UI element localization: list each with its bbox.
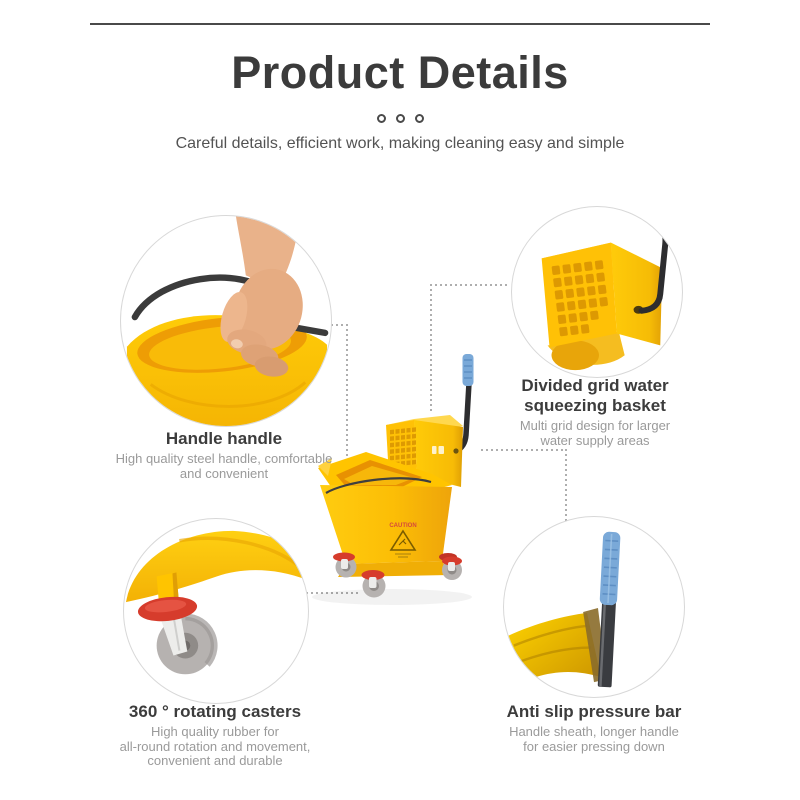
caster bbox=[333, 553, 357, 578]
callout-handle bbox=[74, 429, 374, 481]
callout-basket-title: Divided grid water squeezing basket bbox=[521, 376, 669, 416]
top-divider bbox=[90, 23, 710, 25]
caster-wheel-illustration bbox=[124, 519, 308, 703]
basket-photo-circle bbox=[511, 206, 683, 378]
pivot-hole bbox=[453, 448, 458, 453]
connector-basket-horizontal bbox=[430, 284, 510, 286]
page-subtitle: Careful details, efficient work, making cleaning easy and simple bbox=[175, 135, 625, 152]
handle-photo-circle bbox=[120, 215, 332, 427]
ground-shadow bbox=[312, 589, 472, 605]
page-title: Product Details bbox=[231, 47, 569, 98]
callout-pressure-bar bbox=[464, 702, 724, 754]
carousel-dot bbox=[415, 114, 424, 123]
carousel-dot bbox=[396, 114, 405, 123]
caution-text: CAUTION bbox=[389, 523, 417, 529]
carousel-dots bbox=[0, 114, 800, 123]
connector-pressure-bar-horizontal bbox=[481, 449, 566, 451]
hand-holding-handle-illustration bbox=[121, 216, 331, 426]
bucket-underside bbox=[126, 531, 308, 611]
callout-handle-desc: High quality steel handle, comfortable and convenient bbox=[115, 451, 333, 481]
wringer-basket-closeup bbox=[542, 221, 666, 370]
grip-sleeve bbox=[463, 354, 474, 386]
pressure-bar-illustration bbox=[504, 517, 684, 697]
callout-pressure-bar-desc: Handle sheath, longer handle for easier pressing down bbox=[509, 724, 679, 754]
callout-casters-title: 360 ° rotating casters bbox=[128, 702, 302, 721]
pressure-bar bbox=[595, 531, 620, 687]
grid-basket-illustration bbox=[512, 207, 682, 377]
callout-basket-desc: Multi grid design for larger water supply areas bbox=[519, 418, 671, 448]
callout-handle-title: Handle handle bbox=[165, 429, 283, 448]
callout-pressure-bar-title: Anti slip pressure bar bbox=[506, 702, 682, 721]
bucket-corner bbox=[504, 608, 607, 693]
pressure-bar-photo-circle bbox=[503, 516, 685, 698]
connector-pressure-bar-vertical bbox=[565, 449, 567, 521]
carousel-dot bbox=[377, 114, 386, 123]
caster-photo-circle bbox=[123, 518, 309, 704]
callout-casters-desc: High quality rubber for all-round rotation and movement, convenient and durable bbox=[119, 724, 311, 769]
callout-casters bbox=[65, 702, 365, 769]
caster-wheel bbox=[137, 594, 214, 674]
callout-basket bbox=[475, 376, 715, 448]
